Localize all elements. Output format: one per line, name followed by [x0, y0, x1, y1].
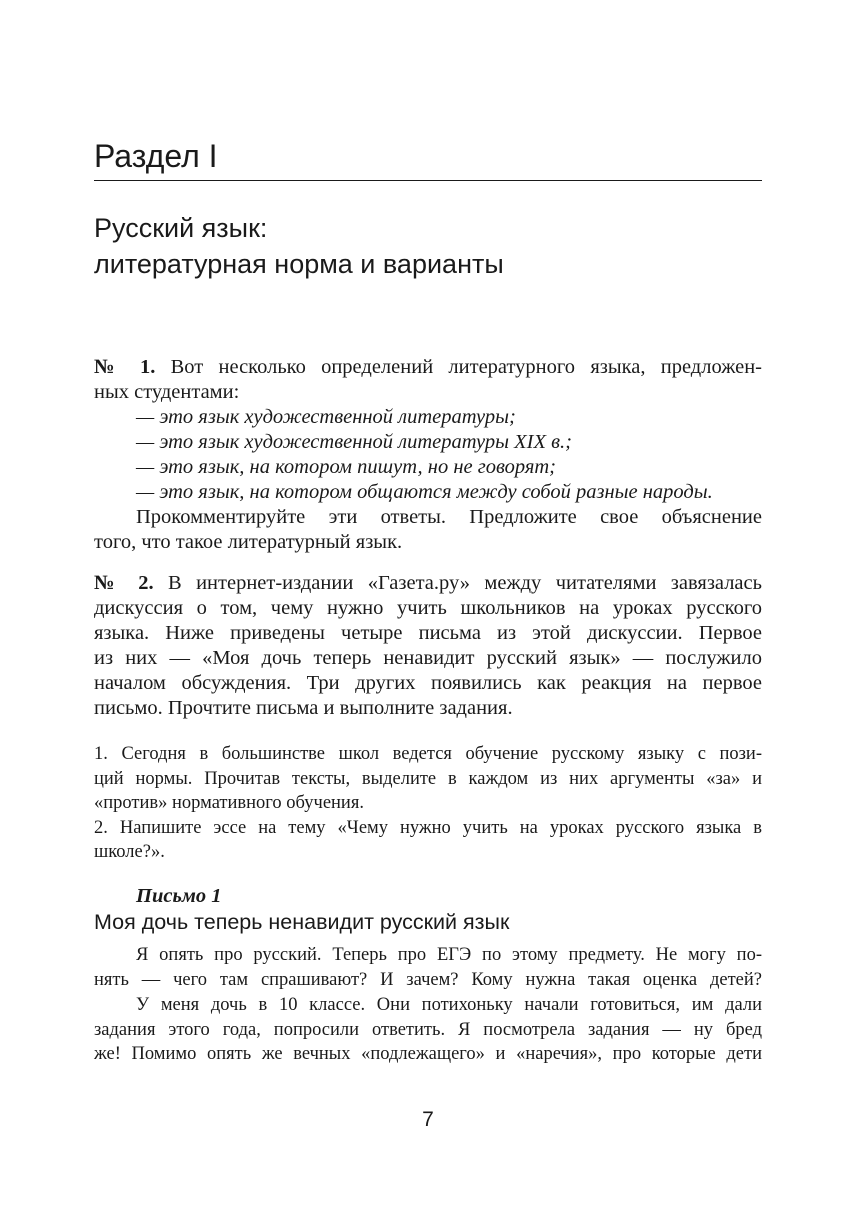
chapter-title-line: литературная норма и варианты [94, 249, 504, 279]
chapter-title [94, 210, 504, 282]
letter-line: задания этого года, попросили ответить. Я посмотрела задания — ну бред [94, 1019, 762, 1040]
definition-item: — это язык, на котором пишут, но не говорят; [136, 456, 556, 478]
task-2-line [94, 571, 762, 596]
assignment-line: школе?». [94, 842, 165, 862]
letter-1 [94, 884, 762, 1067]
task-1-prompt: Прокомментируйте эти ответы. Предложите свое объяснение [136, 506, 762, 528]
section-divider [94, 180, 762, 181]
task-2-assignments [94, 742, 762, 865]
page-number: 7 [422, 1108, 434, 1131]
letter-paragraph [94, 943, 762, 992]
task-1-intro: Вот несколько определений литературного языка, предложен- [155, 356, 762, 378]
definition-item: — это язык художественной литературы XIX в.; [136, 431, 572, 453]
book-page [94, 0, 762, 1211]
assignment-line: 1. Сегодня в большинстве школ ведется обучение русскому языку с пози- [94, 744, 762, 764]
task-2 [94, 571, 762, 721]
assignment-line: 2. Напишите эссе на тему «Чему нужно учить на уроках русского языка в [94, 817, 762, 838]
definition-item: — это язык художественной литературы; [136, 406, 516, 428]
task-2-line: письмо. Прочтите письма и выполните задания. [94, 697, 513, 719]
task-2-line: дискуссия о том, чему нужно учить школьников на уроках русского [94, 597, 762, 619]
letter-title: Моя дочь теперь ненавидит русский язык [94, 910, 510, 934]
task-1 [94, 355, 762, 555]
task-2-line: из них — «Моя дочь теперь ненавидит русский язык» — послужило [94, 647, 762, 669]
assignment-line: «против» нормативного обучения. [94, 793, 364, 813]
letter-line: нять — чего там спрашивают? И зачем? Кому нужна такая оценка детей? [94, 969, 762, 990]
definition-item: — это язык, на котором общаются между собой разные народы. [136, 481, 713, 503]
letter-heading: Письмо 1 [136, 885, 222, 907]
letter-paragraph [94, 993, 762, 1067]
letter-line: У меня дочь в 10 классе. Они потихоньку начали готовиться, им дали [136, 995, 762, 1015]
task-2-line: языка. Ниже приведены четыре письма из этой дискуссии. Первое [94, 622, 762, 644]
task-1-line [94, 355, 762, 380]
task-1-prompt: того, что такое литературный язык. [94, 531, 403, 553]
task-1-number: № 1. [94, 356, 156, 378]
letter-line: Я опять про русский. Теперь про ЕГЭ по этому предмету. Не могу по- [136, 945, 762, 965]
letter-line: же! Помимо опять же вечных «подлежащего» и «наречия», про которые дети [94, 1044, 762, 1064]
assignment-line: ций нормы. Прочитав тексты, выделите в каждом из них аргументы «за» и [94, 768, 762, 789]
chapter-title-line: Русский язык: [94, 213, 268, 243]
task-2-line: началом обсуждения. Три других появились как реакция на первое [94, 672, 762, 694]
section-title: Раздел I [94, 138, 218, 174]
task-2-text: В интернет-издании «Газета.ру» между читателями завязалась [153, 572, 762, 594]
task-1-line: ных студентами: [94, 381, 240, 403]
task-2-number: № 2. [94, 572, 154, 594]
